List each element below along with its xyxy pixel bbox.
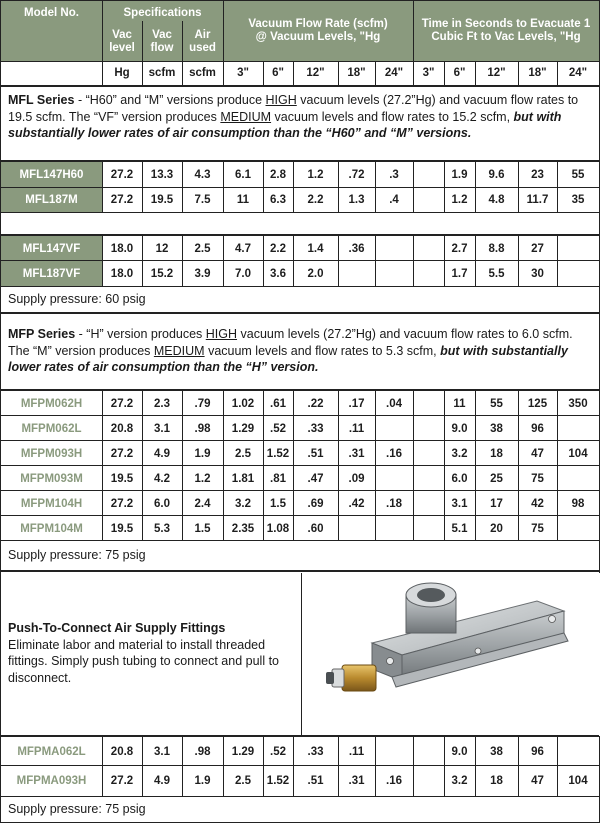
model-no-header: Model No.: [24, 7, 79, 19]
model-number-cell: MFPMA093H: [1, 766, 102, 795]
value-cell: 96: [531, 745, 544, 758]
value-cell: 9.0: [451, 745, 468, 758]
value-cell: .18: [386, 497, 402, 510]
value-cell: 2.2: [307, 193, 324, 206]
grid-vline: [182, 21, 183, 85]
value-cell: 23: [531, 168, 544, 181]
value-cell: .09: [348, 472, 365, 485]
value-cell: .60: [307, 522, 324, 535]
model-number-cell: MFL187M: [1, 187, 102, 212]
grid-hline: [1, 465, 599, 466]
vacuum-pump-illustration: [302, 573, 600, 736]
grid-hline: [1, 440, 599, 441]
value-cell: 30: [531, 267, 544, 280]
value-cell: [375, 516, 413, 541]
value-cell: [557, 466, 599, 491]
grid-vline: [142, 21, 143, 85]
value-cell: 350: [568, 397, 588, 410]
value-cell: 1.2: [451, 193, 468, 206]
value-cell: 9.0: [451, 422, 468, 435]
value-cell: .16: [386, 774, 402, 787]
value-cell: 20.8: [110, 422, 134, 435]
grid-vline: [263, 160, 264, 212]
value-cell: 11.7: [526, 193, 549, 206]
grid-hline: [1, 312, 599, 314]
value-cell: 6.0: [154, 497, 170, 510]
model-number-cell: MFPM104M: [1, 516, 102, 541]
value-cell: 17: [490, 497, 503, 510]
value-cell: .4: [389, 193, 399, 206]
value-cell: 3.1: [451, 497, 468, 510]
mfl-desc-1: - “H60” and “M” versions produce: [74, 93, 266, 107]
value-cell: .33: [307, 745, 324, 758]
value-cell: 104: [568, 774, 588, 787]
value-cell: [375, 261, 413, 286]
mfl-supply-pressure: Supply pressure: 60 psig: [8, 292, 146, 306]
value-cell: 38: [490, 745, 503, 758]
value-cell: [375, 737, 413, 766]
value-cell: 1.7: [451, 267, 468, 280]
value-cell: 1.81: [231, 472, 255, 485]
mfl-desc-2: vacuum levels (27.2”Hg) and vacuum flow rates to 19.5 scfm. The “VF” version produces: [8, 93, 579, 124]
value-cell: 55: [571, 168, 585, 181]
fittings-description: [8, 620, 288, 686]
grid-vline: [375, 160, 376, 212]
value-cell: 5.1: [451, 522, 468, 535]
table-row: [1, 391, 599, 416]
value-cell: 5.5: [488, 267, 505, 280]
value-cell: 27.2: [110, 397, 134, 410]
model-number-cell: MFPM062H: [1, 391, 102, 416]
mfl-series-title: MFL Series: [8, 93, 75, 107]
value-cell: [375, 416, 413, 441]
grid-vline: [223, 1, 224, 85]
value-cell: [413, 766, 444, 795]
grid-hline: [1, 260, 599, 261]
grid-vline: [263, 61, 264, 85]
grid-vline: [444, 61, 445, 85]
value-cell: [338, 261, 375, 286]
value-cell: 27.2: [110, 193, 134, 206]
grid-hline: [1, 234, 599, 236]
mfl-description: [8, 92, 591, 142]
value-cell: .98: [194, 745, 211, 758]
value-cell: 38: [490, 422, 503, 435]
grid-vline: [444, 160, 445, 212]
value-cell: .33: [307, 422, 324, 435]
value-cell: .47: [307, 472, 324, 485]
value-cell: 1.29: [231, 422, 255, 435]
value-cell: 1.4: [307, 242, 324, 255]
value-cell: 15.2: [150, 267, 174, 280]
value-cell: 104: [568, 447, 588, 460]
value-cell: 1.08: [266, 522, 290, 535]
value-cell: 19.5: [150, 193, 174, 206]
value-cell: 47: [531, 447, 544, 460]
table-row: [1, 466, 599, 491]
value-cell: .31: [348, 774, 365, 787]
value-cell: [413, 162, 444, 187]
value-cell: [557, 516, 599, 541]
value-cell: 18: [490, 774, 503, 787]
model-number-cell: MFPM093M: [1, 466, 102, 491]
value-cell: 3.2: [451, 774, 468, 787]
value-cell: [413, 441, 444, 466]
value-cell: [413, 416, 444, 441]
value-cell: [413, 737, 444, 766]
value-cell: .22: [307, 397, 324, 410]
value-cell: 18: [490, 447, 503, 460]
value-cell: .52: [270, 422, 286, 435]
grid-vline: [557, 160, 558, 212]
grid-hline: [1, 570, 599, 572]
value-cell: 27.2: [110, 774, 134, 787]
value-cell: .31: [348, 447, 365, 460]
table-row: [1, 737, 599, 766]
value-cell: 4.2: [154, 472, 170, 485]
value-cell: 9.6: [488, 168, 505, 181]
unit-cell: Hg: [114, 67, 130, 79]
value-cell: .51: [307, 447, 324, 460]
mfp-high: HIGH: [205, 327, 238, 341]
model-number-cell: MFPM062L: [1, 416, 102, 441]
table-row: [1, 491, 599, 516]
grid-vline: [223, 160, 224, 212]
value-cell: 19.5: [110, 522, 134, 535]
value-cell: 2.0: [307, 267, 324, 280]
value-cell: .36: [348, 242, 365, 255]
value-cell: 1.9: [451, 168, 468, 181]
value-cell: 125: [527, 397, 548, 410]
table-row: [1, 162, 599, 187]
value-cell: 27: [531, 242, 544, 255]
value-cell: 35: [571, 193, 585, 206]
value-cell: 6.3: [270, 193, 286, 206]
mfp-emphasis: but with substantially lower rates of air consumption than the “H” version.: [8, 343, 568, 374]
unit-cell: 12": [306, 67, 325, 79]
value-cell: 13.3: [150, 168, 174, 181]
mfl-desc-3: vacuum levels and flow rates to 15.2 scfm,: [271, 109, 514, 124]
grid-vline: [413, 160, 414, 212]
grid-hline: [1, 735, 599, 737]
value-cell: .81: [270, 472, 286, 485]
table-row: [1, 766, 599, 795]
model-number-cell: MFL147H60: [1, 162, 102, 187]
fittings-title: Push-To-Connect Air Supply Fittings: [8, 621, 226, 635]
value-cell: [413, 516, 444, 541]
value-cell: [375, 466, 413, 491]
table-row: [1, 187, 599, 212]
value-cell: .3: [389, 168, 399, 181]
mfp-desc-1: - “H” version produces: [75, 327, 206, 341]
model-number-cell: MFL187VF: [1, 261, 102, 286]
grid-vline: [518, 160, 519, 212]
value-cell: 27.2: [110, 447, 134, 460]
grid-hline: [1, 796, 599, 797]
value-cell: .51: [307, 774, 324, 787]
unit-cell: scfm: [189, 67, 216, 79]
grid-vline: [475, 160, 476, 212]
value-cell: .98: [194, 422, 211, 435]
value-cell: 75: [531, 522, 544, 535]
value-cell: 96: [531, 422, 544, 435]
grid-hline: [1, 61, 599, 62]
unit-cell: 24": [568, 67, 588, 79]
model-number-cell: MFPMA062L: [1, 737, 102, 766]
value-cell: 4.8: [488, 193, 505, 206]
value-cell: 27.2: [110, 168, 134, 181]
value-cell: 2.5: [235, 774, 251, 787]
unit-cell: 3": [237, 67, 249, 79]
spec-col-vac-level: Vac level: [109, 29, 135, 54]
fitting-product-image: [301, 573, 600, 736]
value-cell: 11: [236, 193, 250, 206]
value-cell: 25: [490, 472, 503, 485]
value-cell: 1.5: [194, 522, 211, 535]
grid-hline: [1, 187, 599, 188]
value-cell: 19.5: [110, 472, 134, 485]
mfp-supply-pressure: Supply pressure: 75 psig: [8, 548, 146, 562]
evacuate-time-header: Time in Seconds to Evacuate 1 Cubic Ft to Vac Levels, "Hg: [421, 18, 591, 43]
grid-vline: [293, 160, 294, 212]
grid-hline: [1, 415, 599, 416]
value-cell: .11: [348, 745, 365, 758]
unit-cell: 12": [487, 67, 506, 79]
value-cell: 55: [490, 397, 503, 410]
value-cell: 27.2: [110, 497, 134, 510]
unit-cell: scfm: [148, 67, 176, 79]
value-cell: .72: [348, 168, 365, 181]
value-cell: 4.9: [154, 774, 170, 787]
table-row: [1, 516, 599, 541]
unit-cell: 6": [453, 67, 466, 79]
mfp-medium: MEDIUM: [153, 343, 205, 358]
value-cell: 1.52: [266, 447, 290, 460]
value-cell: 4.7: [235, 242, 251, 255]
value-cell: 2.5: [235, 447, 251, 460]
unit-cell: 6": [272, 67, 284, 79]
value-cell: 1.52: [266, 774, 290, 787]
mfl-emphasis: but with substantially lower rates of air consumption than the “H60” and “M” versions.: [8, 109, 562, 140]
value-cell: 1.5: [270, 497, 286, 510]
model-number-cell: MFL147VF: [1, 236, 102, 261]
value-cell: .04: [386, 397, 402, 410]
value-cell: 2.5: [194, 242, 211, 255]
grid-vline: [293, 61, 294, 85]
value-cell: .79: [194, 397, 211, 410]
value-cell: 2.7: [451, 242, 468, 255]
model-number-cell: MFPM093H: [1, 441, 102, 466]
header-row: [1, 1, 599, 61]
value-cell: .11: [348, 422, 365, 435]
value-cell: [413, 491, 444, 516]
mfp-desc-2: vacuum levels (27.2”Hg) and vacuum flow rates to 6.0 scfm. The “M” version produces: [8, 327, 573, 358]
mfp-description: [8, 326, 591, 376]
unit-cell: 18": [347, 67, 366, 79]
value-cell: 6.0: [451, 472, 468, 485]
value-cell: .16: [386, 447, 402, 460]
mfl-medium: MEDIUM: [220, 109, 272, 124]
value-cell: 2.3: [154, 397, 170, 410]
value-cell: 4.9: [154, 447, 170, 460]
grid-vline: [142, 160, 143, 212]
spec-col-vac-flow: Vac flow: [150, 29, 174, 54]
value-cell: 6.1: [235, 168, 251, 181]
value-cell: 18.0: [110, 267, 134, 280]
grid-vline: [182, 160, 183, 212]
value-cell: 7.0: [235, 267, 251, 280]
value-cell: .69: [307, 497, 324, 510]
flow-rate-header: Vacuum Flow Rate (scfm) @ Vacuum Levels, "Hg: [248, 18, 388, 43]
value-cell: .42: [348, 497, 365, 510]
grid-vline: [518, 61, 519, 85]
grid-vline: [102, 160, 103, 212]
value-cell: 5.3: [154, 522, 170, 535]
value-cell: 1.9: [194, 447, 211, 460]
grid-hline: [1, 389, 599, 391]
value-cell: 1.3: [348, 193, 365, 206]
table-row: [1, 236, 599, 261]
value-cell: 47: [531, 774, 544, 787]
value-cell: 3.2: [235, 497, 251, 510]
value-cell: 3.2: [451, 447, 468, 460]
value-cell: [557, 737, 599, 766]
value-cell: 7.5: [194, 193, 211, 206]
grid-hline: [1, 212, 599, 213]
spec-col-air-used: Air used: [189, 29, 216, 54]
value-cell: [375, 236, 413, 261]
grid-vline: [338, 160, 339, 212]
value-cell: 1.9: [194, 774, 211, 787]
value-cell: .17: [348, 397, 365, 410]
grid-vline: [375, 61, 376, 85]
fittings-supply-pressure: Supply pressure: 75 psig: [8, 802, 146, 816]
grid-vline: [475, 61, 476, 85]
value-cell: [413, 187, 444, 212]
value-cell: 98: [571, 497, 585, 510]
mfp-desc-3: vacuum levels and flow rates to 5.3 scfm,: [204, 343, 441, 358]
grid-vline: [413, 1, 414, 85]
value-cell: 1.02: [231, 397, 255, 410]
units-row: [1, 61, 599, 85]
value-cell: 8.8: [488, 242, 505, 255]
grid-hline: [1, 765, 599, 766]
value-cell: 3.9: [194, 267, 211, 280]
value-cell: [557, 261, 599, 286]
value-cell: .61: [270, 397, 286, 410]
grid-hline: [1, 286, 599, 287]
model-number-cell: MFPM104H: [1, 491, 102, 516]
mfp-series-title: MFP Series: [8, 327, 76, 341]
value-cell: 20: [490, 522, 503, 535]
fittings-text: Eliminate labor and material to install threaded fittings. Simply push tubing to connect and pull to disconnect.: [8, 637, 279, 685]
value-cell: [338, 516, 375, 541]
grid-hline: [1, 490, 599, 491]
grid-hline: [1, 540, 599, 541]
value-cell: 2.8: [270, 168, 286, 181]
value-cell: [413, 391, 444, 416]
value-cell: 1.2: [307, 168, 324, 181]
value-cell: [413, 261, 444, 286]
unit-cell: 24": [384, 67, 404, 79]
unit-cell: 18": [528, 67, 547, 79]
grid-vline: [338, 61, 339, 85]
grid-hline: [1, 515, 599, 516]
value-cell: [557, 236, 599, 261]
value-cell: .52: [270, 745, 286, 758]
value-cell: 4.3: [194, 168, 211, 181]
grid-vline: [557, 61, 558, 85]
value-cell: 42: [531, 497, 544, 510]
value-cell: 20.8: [110, 745, 134, 758]
value-cell: [413, 236, 444, 261]
value-cell: 2.2: [270, 242, 286, 255]
grid-hline: [1, 160, 599, 162]
value-cell: 12: [155, 242, 169, 255]
value-cell: 3.1: [154, 422, 170, 435]
table-row: [1, 416, 599, 441]
value-cell: 75: [531, 472, 544, 485]
value-cell: 1.2: [194, 472, 211, 485]
table-row: [1, 441, 599, 466]
value-cell: 3.6: [270, 267, 286, 280]
value-cell: 18.0: [110, 242, 134, 255]
table-row: [1, 261, 599, 286]
value-cell: [557, 416, 599, 441]
mfl-high: HIGH: [265, 93, 297, 107]
grid-hline: [1, 85, 599, 87]
value-cell: 2.35: [231, 522, 255, 535]
value-cell: [413, 466, 444, 491]
value-cell: 1.29: [231, 745, 255, 758]
value-cell: 2.4: [194, 497, 211, 510]
value-cell: 11: [453, 397, 466, 410]
value-cell: 3.1: [154, 745, 170, 758]
specifications-header: Specifications: [123, 7, 202, 19]
grid-vline: [102, 1, 103, 85]
unit-cell: 3": [422, 67, 435, 79]
